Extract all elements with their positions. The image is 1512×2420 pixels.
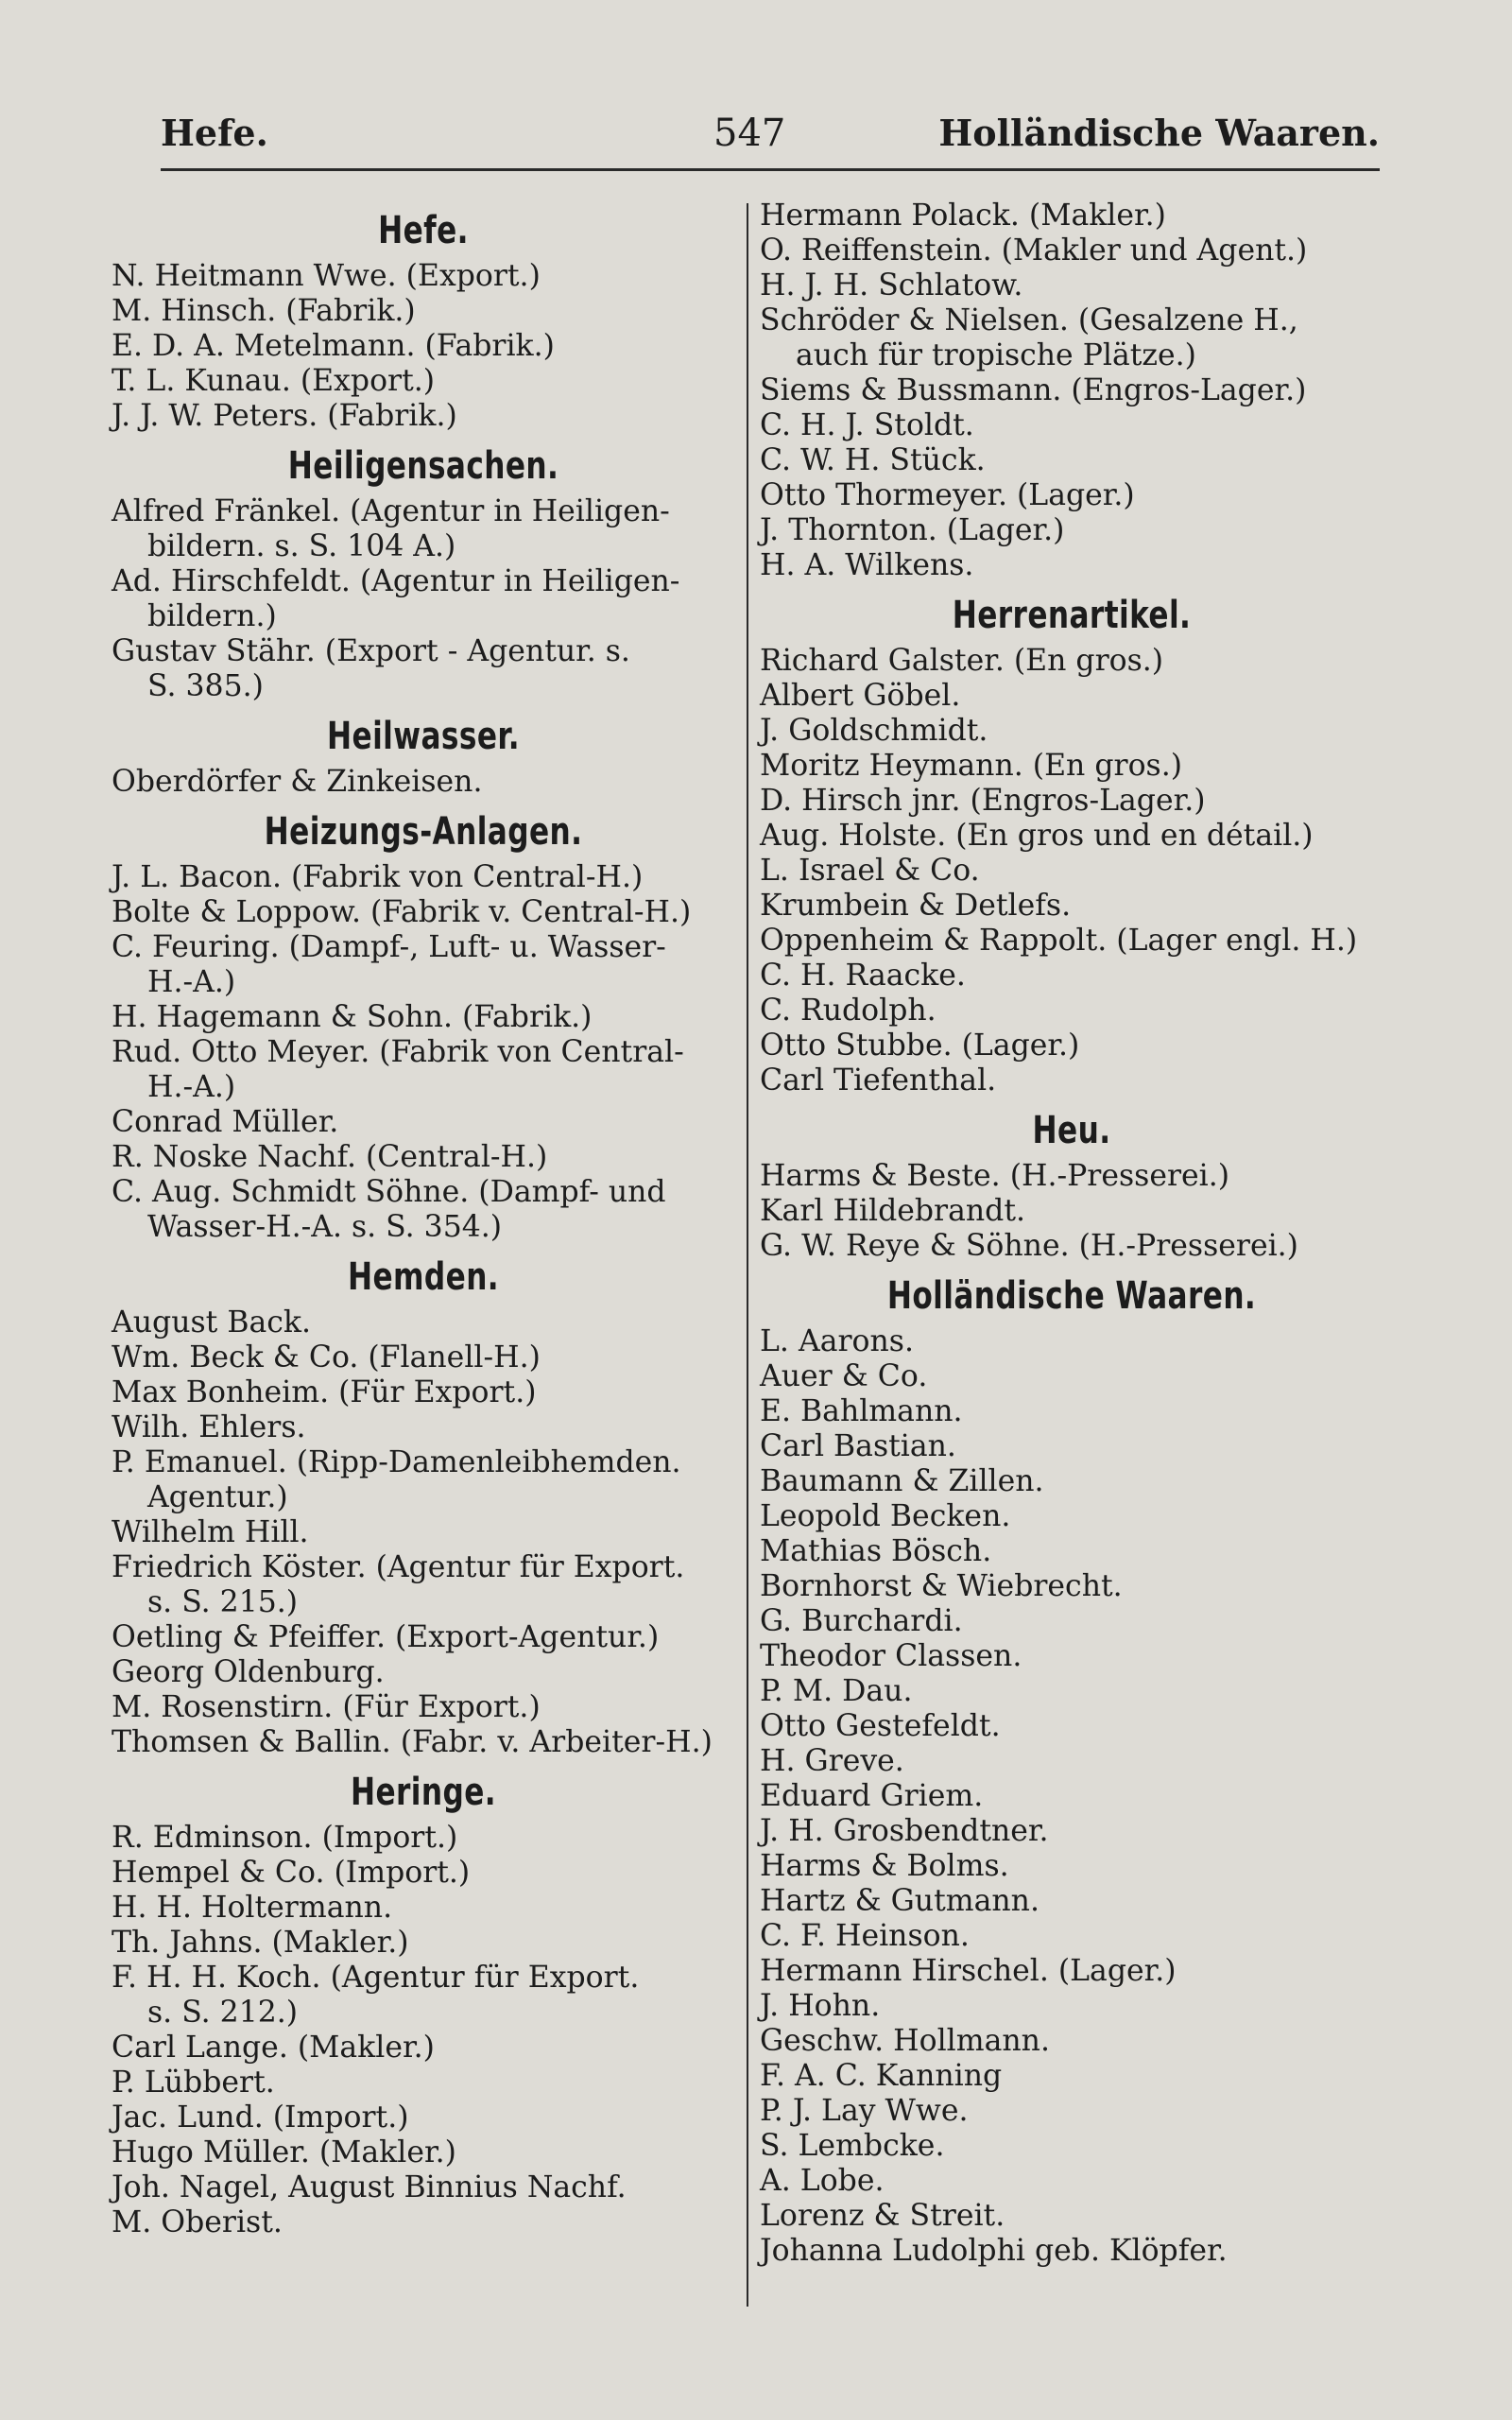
entry-line: Lorenz & Streit. [760, 2199, 1005, 2233]
entry-line: Aug. Holste. (En gros und en détail.) [760, 819, 1314, 853]
directory-entry [112, 2031, 735, 2066]
entry-line: Wilh. Ehlers. [112, 1410, 306, 1444]
entry-line: August Back. [112, 1305, 311, 1340]
entry-line: S. Lembcke. [760, 2129, 945, 2163]
directory-entry [112, 564, 735, 634]
entry-line: J. H. Grosbendtner. [760, 1814, 1049, 1848]
entry-line: C. Aug. Schmidt Söhne. (Dampf- und [112, 1175, 666, 1209]
directory-entry [760, 2234, 1383, 2269]
directory-entry [760, 1744, 1383, 1779]
directory-entry [760, 1534, 1383, 1569]
directory-entry [112, 765, 735, 800]
directory-entry [760, 1849, 1383, 1884]
entry-line: Leopold Becken. [760, 1499, 1011, 1533]
entry-line: P. M. Dau. [760, 1674, 913, 1708]
entry-continuation-line: H.-A.) [147, 1070, 236, 1104]
directory-entry [112, 860, 735, 895]
directory-entry [760, 1954, 1383, 1989]
entry-line: Auer & Co. [760, 1359, 928, 1393]
entry-line: Conrad Müller. [112, 1105, 339, 1139]
directory-entry [112, 1305, 735, 1340]
directory-entry [760, 1159, 1383, 1194]
directory-entry [112, 329, 735, 364]
entry-continuation-line: s. S. 215.) [147, 1585, 299, 1619]
entry-line: Karl Hildebrandt. [760, 1194, 1026, 1228]
entry-line: F. A. C. Kanning [760, 2059, 1003, 2093]
directory-entry [112, 1725, 735, 1760]
entry-line: Friedrich Köster. (Agentur für Export. [112, 1550, 685, 1584]
entry-continuation-line: bildern.) [147, 599, 277, 633]
directory-entry [760, 1063, 1383, 1098]
directory-entry [760, 1814, 1383, 1849]
directory-entry [760, 1709, 1383, 1744]
entry-line: Georg Oldenburg. [112, 1655, 385, 1689]
directory-entry [760, 1919, 1383, 1954]
entry-line: O. Reiffenstein. (Makler und Agent.) [760, 233, 1308, 268]
directory-entry [112, 1410, 735, 1445]
entry-line: F. H. H. Koch. (Agentur für Export. [112, 1961, 640, 1995]
entry-line: Oetling & Pfeiffer. (Export-Agentur.) [112, 1620, 660, 1654]
directory-entry [112, 1000, 735, 1035]
entry-line: Th. Jahns. (Makler.) [112, 1926, 409, 1960]
directory-entry [112, 2066, 735, 2100]
entry-line: Wilhelm Hill. [112, 1515, 309, 1549]
directory-entry [760, 1359, 1383, 1394]
section-heading: Heilwasser. [327, 715, 520, 758]
directory-entry [760, 478, 1383, 513]
entry-continuation-line: auch für tropische Plätze.) [796, 338, 1196, 372]
entry-line: Joh. Nagel, August Binnius Nachf. [112, 2170, 627, 2204]
section-heading: Herrenartikel. [952, 594, 1192, 637]
directory-entry [112, 2205, 735, 2240]
entry-line: M. Rosenstirn. (Für Export.) [112, 1690, 541, 1724]
entry-line: C. W. H. Stück. [760, 443, 986, 477]
directory-entry [112, 2170, 735, 2205]
section-heading: Heringe. [350, 1771, 497, 1814]
entry-line: H. Greve. [760, 1744, 904, 1778]
entry-line: H. A. Wilkens. [760, 548, 974, 582]
entry-line: M. Hinsch. (Fabrik.) [112, 294, 416, 328]
entry-line: J. Thornton. (Lager.) [760, 513, 1065, 547]
header-left-catchword: Hefe. [161, 112, 268, 154]
entry-line: Hermann Polack. (Makler.) [760, 199, 1166, 233]
entry-line: Harms & Beste. (H.-Presserei.) [760, 1159, 1230, 1193]
entry-line: Thomsen & Ballin. (Fabr. v. Arbeiter-H.) [112, 1725, 713, 1759]
directory-entry [760, 513, 1383, 548]
entry-line: J. Goldschmidt. [760, 714, 988, 748]
entry-line: Alfred Fränkel. (Agentur in Heiligen- [112, 494, 670, 528]
entry-line: E. D. A. Metelmann. (Fabrik.) [112, 329, 555, 363]
directory-entry [112, 1821, 735, 1856]
section-heading: Heu. [1032, 1109, 1111, 1152]
directory-entry [760, 2024, 1383, 2059]
directory-entry [760, 749, 1383, 784]
directory-entry [112, 1035, 735, 1105]
directory-entry [760, 854, 1383, 889]
entry-continuation-line: Agentur.) [147, 1480, 288, 1514]
entry-line: Albert Göbel. [760, 679, 961, 713]
directory-entry [112, 1375, 735, 1410]
entry-line: Eduard Griem. [760, 1779, 984, 1813]
directory-entry [760, 2094, 1383, 2129]
entry-line: Max Bonheim. (Für Export.) [112, 1375, 537, 1409]
directory-entry [112, 2100, 735, 2135]
right-column [760, 199, 1383, 2269]
entry-line: D. Hirsch jnr. (Engros-Lager.) [760, 784, 1206, 818]
entry-line: Oppenheim & Rappolt. (Lager engl. H.) [760, 924, 1358, 958]
directory-entry [760, 1194, 1383, 1229]
entry-line: Geschw. Hollmann. [760, 2024, 1050, 2058]
directory-entry [760, 679, 1383, 714]
section-heading: Hefe. [378, 209, 469, 252]
section-heading: Heiligensachen. [287, 444, 559, 488]
directory-entry [760, 2199, 1383, 2234]
entry-line: Hartz & Gutmann. [760, 1884, 1040, 1918]
directory-entry [760, 268, 1383, 303]
entry-line: C. H. Raacke. [760, 959, 966, 993]
directory-entry [760, 1779, 1383, 1814]
entry-line: Rud. Otto Meyer. (Fabrik von Central- [112, 1035, 684, 1069]
directory-entry [112, 1690, 735, 1725]
directory-entry [760, 303, 1383, 373]
entry-line: L. Israel & Co. [760, 854, 980, 888]
directory-entry [112, 1655, 735, 1690]
entry-line: C. H. J. Stoldt. [760, 408, 974, 442]
entry-line: R. Edminson. (Import.) [112, 1821, 458, 1855]
entry-line: Hugo Müller. (Makler.) [112, 2135, 456, 2169]
entry-line: H. H. Holtermann. [112, 1891, 393, 1925]
directory-entry [112, 1105, 735, 1140]
entry-line: J. J. W. Peters. (Fabrik.) [112, 399, 457, 433]
entry-line: H. Hagemann & Sohn. (Fabrik.) [112, 1000, 593, 1034]
directory-entry [760, 994, 1383, 1028]
directory-entry [760, 408, 1383, 443]
section-heading: Heizungs-Anlagen. [264, 810, 583, 854]
directory-entry [112, 1175, 735, 1245]
entry-line: Krumbein & Detlefs. [760, 889, 1072, 923]
entry-line: J. L. Bacon. (Fabrik von Central-H.) [112, 860, 644, 894]
entry-line: E. Bahlmann. [760, 1394, 963, 1428]
directory-entry [112, 930, 735, 1000]
entry-continuation-line: s. S. 212.) [147, 1996, 299, 2030]
directory-entry [112, 1891, 735, 1926]
directory-entry [112, 1515, 735, 1550]
directory-entry [760, 373, 1383, 408]
directory-entry [760, 1394, 1383, 1429]
directory-entry [760, 2129, 1383, 2164]
directory-entry [760, 1569, 1383, 1604]
directory-entry [112, 895, 735, 930]
entry-continuation-line: bildern. s. S. 104 A.) [147, 529, 456, 563]
entry-line: Jac. Lund. (Import.) [112, 2100, 409, 2135]
directory-entry [760, 1884, 1383, 1919]
directory-entry [112, 2135, 735, 2170]
directory-entry [760, 1674, 1383, 1709]
left-column [112, 199, 735, 2240]
header-right-catchword: Holländische Waaren. [938, 112, 1380, 154]
directory-entry [112, 1340, 735, 1375]
entry-line: Hermann Hirschel. (Lager.) [760, 1954, 1177, 1988]
entry-line: Moritz Heymann. (En gros.) [760, 749, 1183, 783]
directory-entry [760, 924, 1383, 959]
entry-line: Bolte & Loppow. (Fabrik v. Central-H.) [112, 895, 692, 929]
entry-line: Schröder & Nielsen. (Gesalzene H., [760, 303, 1298, 337]
directory-entry [760, 1604, 1383, 1639]
entry-line: C. F. Heinson. [760, 1919, 970, 1953]
entry-line: Carl Tiefenthal. [760, 1063, 997, 1098]
directory-entry [112, 364, 735, 399]
entry-line: Mathias Bösch. [760, 1534, 992, 1568]
directory-entry [112, 1961, 735, 2031]
directory-entry [760, 714, 1383, 749]
entry-line: P. Emanuel. (Ripp-Damenleibhemden. [112, 1445, 681, 1479]
entry-line: C. Rudolph. [760, 994, 936, 1028]
entry-line: Gustav Stähr. (Export - Agentur. s. [112, 634, 630, 668]
entry-line: Theodor Classen. [760, 1639, 1022, 1673]
directory-entry [760, 959, 1383, 994]
entry-line: C. Feuring. (Dampf-, Luft- u. Wasser- [112, 930, 666, 964]
directory-entry [760, 199, 1383, 233]
entry-line: Otto Thormeyer. (Lager.) [760, 478, 1135, 512]
directory-entry [760, 233, 1383, 268]
directory-entry [112, 1550, 735, 1620]
entry-line: Richard Galster. (En gros.) [760, 644, 1164, 678]
directory-entry [760, 1499, 1383, 1534]
running-header [161, 112, 1380, 171]
entry-line: Siems & Bussmann. (Engros-Lager.) [760, 373, 1307, 407]
entry-line: A. Lobe. [760, 2164, 885, 2198]
directory-entry [112, 1620, 735, 1655]
directory-entry [760, 443, 1383, 478]
entry-line: Otto Stubbe. (Lager.) [760, 1028, 1080, 1063]
entry-line: Hempel & Co. (Import.) [112, 1856, 471, 1890]
directory-entry [112, 494, 735, 564]
entry-line: J. Hohn. [760, 1989, 881, 2023]
section-heading: Holländische Waaren. [886, 1274, 1257, 1318]
entry-line: G. Burchardi. [760, 1604, 963, 1638]
directory-entry [112, 1926, 735, 1961]
entry-line: P. J. Lay Wwe. [760, 2094, 969, 2128]
entry-line: Bornhorst & Wiebrecht. [760, 1569, 1123, 1603]
entry-line: Baumann & Zillen. [760, 1464, 1044, 1498]
entry-line: G. W. Reye & Söhne. (H.-Presserei.) [760, 1229, 1298, 1263]
section-heading: Hemden. [347, 1255, 500, 1299]
entry-line: N. Heitmann Wwe. (Export.) [112, 259, 541, 293]
entry-line: Oberdörfer & Zinkeisen. [112, 765, 483, 799]
directory-entry [760, 1989, 1383, 2024]
directory-entry [112, 259, 735, 294]
directory-entry [760, 1229, 1383, 1264]
directory-entry [760, 1028, 1383, 1063]
entry-line: Carl Lange. (Makler.) [112, 2031, 435, 2065]
page-number: 547 [713, 112, 786, 155]
directory-entry [112, 1445, 735, 1515]
directory-entry [760, 819, 1383, 854]
entry-continuation-line: S. 385.) [147, 669, 264, 703]
directory-entry [760, 548, 1383, 583]
directory-entry [112, 634, 735, 704]
entry-line: Harms & Bolms. [760, 1849, 1009, 1883]
directory-entry [112, 294, 735, 329]
directory-entry [760, 784, 1383, 819]
entry-line: P. Lübbert. [112, 2066, 275, 2100]
directory-entry [112, 399, 735, 434]
entry-line: R. Noske Nachf. (Central-H.) [112, 1140, 548, 1174]
entry-line: M. Oberist. [112, 2205, 283, 2239]
directory-entry [760, 644, 1383, 679]
directory-entry [760, 889, 1383, 924]
directory-entry [760, 2059, 1383, 2094]
entry-continuation-line: Wasser-H.-A. s. S. 354.) [147, 1210, 503, 1244]
entry-line: Wm. Beck & Co. (Flanell-H.) [112, 1340, 541, 1374]
entry-line: H. J. H. Schlatow. [760, 268, 1023, 302]
directory-entry [760, 1324, 1383, 1359]
entry-line: Otto Gestefeldt. [760, 1709, 1001, 1743]
entry-line: Carl Bastian. [760, 1429, 956, 1463]
entry-line: T. L. Kunau. (Export.) [112, 364, 436, 398]
column-divider [747, 203, 748, 2307]
directory-entry [760, 1639, 1383, 1674]
directory-entry [760, 2164, 1383, 2199]
directory-entry [760, 1429, 1383, 1464]
entry-line: Ad. Hirschfeldt. (Agentur in Heiligen- [112, 564, 680, 598]
directory-entry [112, 1140, 735, 1175]
directory-entry [112, 1856, 735, 1891]
directory-entry [760, 1464, 1383, 1499]
entry-continuation-line: H.-A.) [147, 965, 236, 999]
entry-line: Johanna Ludolphi geb. Klöpfer. [760, 2234, 1228, 2268]
entry-line: L. Aarons. [760, 1324, 914, 1358]
